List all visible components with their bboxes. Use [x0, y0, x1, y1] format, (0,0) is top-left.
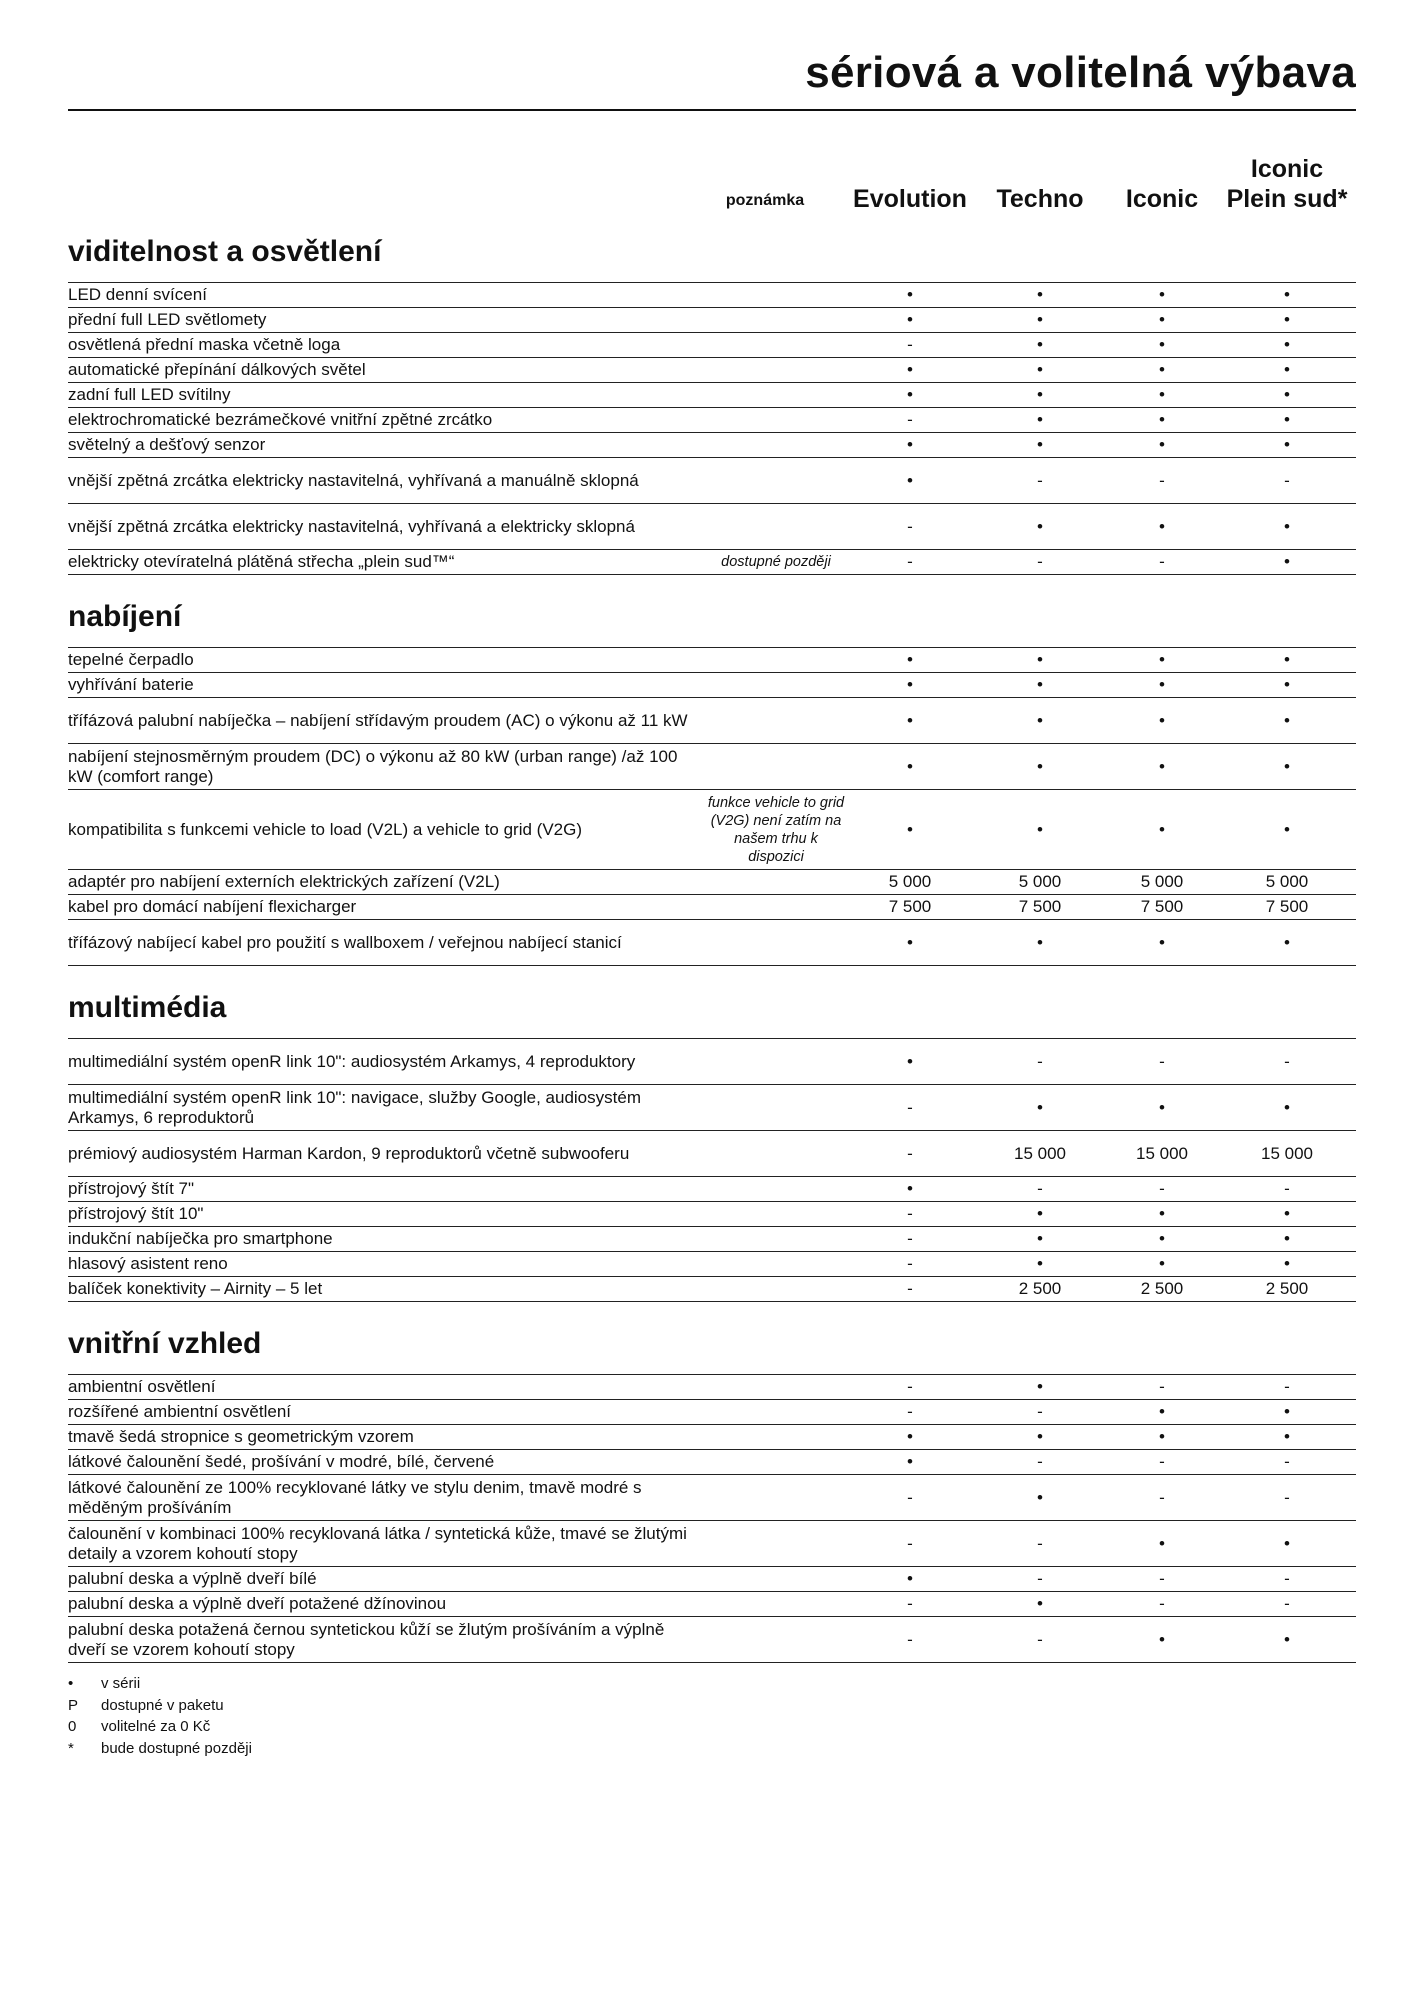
row-label: hlasový asistent reno	[68, 1254, 228, 1273]
value-iconic-plein-sud: •	[1284, 1533, 1290, 1553]
value-iconic-plein-sud: •	[1284, 1402, 1290, 1421]
row-label: automatické přepínání dálkových světel	[68, 360, 366, 379]
value-iconic: •	[1159, 819, 1165, 839]
legend-item	[68, 1716, 252, 1738]
value-techno: •	[1037, 516, 1043, 536]
value-evolution: -	[907, 1377, 913, 1396]
value-evolution: 7 500	[888, 897, 932, 916]
table-row	[68, 1400, 1356, 1425]
table-row	[68, 673, 1356, 698]
table-row	[68, 1475, 1356, 1521]
value-iconic: •	[1159, 756, 1165, 776]
table-row	[68, 920, 1356, 966]
value-iconic-plein-sud: -	[1284, 1179, 1290, 1198]
value-iconic-plein-sud: •	[1284, 819, 1290, 839]
value-techno: •	[1037, 360, 1043, 379]
value-iconic-plein-sud: •	[1284, 435, 1290, 454]
value-techno: -	[1037, 1533, 1043, 1553]
equipment-table	[68, 232, 1356, 1685]
value-evolution: -	[907, 552, 913, 571]
value-techno: -	[1037, 1179, 1043, 1198]
row-label: látkové čalounění ze 100% recyklované látky ve stylu denim, tmavě modré s měděným prošíváním	[68, 1477, 642, 1517]
row-label: vnější zpětná zrcátka elektricky nastavitelná, vyhřívaná a elektricky sklopná	[68, 516, 635, 536]
table-row	[68, 744, 1356, 790]
value-iconic: 15 000	[1136, 1143, 1188, 1163]
value-techno: •	[1037, 1427, 1043, 1446]
value-techno: •	[1037, 1097, 1043, 1117]
row-label: balíček konektivity – Airnity – 5 let	[68, 1279, 323, 1298]
table-row	[68, 308, 1356, 333]
row-label: kabel pro domácí nabíjení flexicharger	[68, 897, 357, 916]
value-iconic-plein-sud: •	[1284, 516, 1290, 536]
value-iconic: •	[1159, 675, 1165, 694]
value-techno: -	[1037, 1569, 1043, 1588]
section-rows	[68, 282, 1356, 575]
value-techno: -	[1037, 1452, 1043, 1471]
row-label: rozšířené ambientní osvětlení	[68, 1402, 292, 1421]
value-techno: •	[1037, 819, 1043, 839]
table-row	[68, 1450, 1356, 1475]
row-label: multimediální systém openR link 10": navigace, služby Google, audiosystém Arkamys, 6 reproduktorů	[68, 1087, 641, 1127]
section-title: nabíjení	[68, 600, 182, 633]
value-techno: •	[1037, 335, 1043, 354]
table-row	[68, 1227, 1356, 1252]
value-techno: •	[1037, 1204, 1043, 1223]
row-label: adaptér pro nabíjení externích elektrických zařízení (V2L)	[68, 872, 500, 891]
value-iconic: 5 000	[1140, 872, 1184, 891]
value-iconic-plein-sud: 15 000	[1261, 1143, 1313, 1163]
value-techno: -	[1037, 1051, 1043, 1071]
row-label: kompatibilita s funkcemi vehicle to load (V2L) a vehicle to grid (V2G)	[68, 819, 583, 839]
column-header-techno: Techno	[996, 185, 1084, 213]
value-evolution: •	[907, 710, 913, 730]
value-iconic: -	[1159, 1377, 1165, 1396]
table-row	[68, 1592, 1356, 1617]
value-iconic: •	[1159, 385, 1165, 404]
value-evolution: -	[907, 1629, 913, 1649]
column-header-iconic-plein-sud: Iconic Plein sud*	[1226, 155, 1348, 213]
row-label: třífázová palubní nabíječka – nabíjení střídavým proudem (AC) o výkonu až 11 kW	[68, 710, 688, 730]
value-evolution: -	[907, 1143, 913, 1163]
table-row	[68, 1039, 1356, 1085]
value-techno: •	[1037, 1229, 1043, 1248]
value-iconic-plein-sud: •	[1284, 552, 1290, 571]
page-title: sériová a volitelná výbava	[805, 48, 1356, 97]
row-label: vyhřívání baterie	[68, 675, 194, 694]
value-evolution: -	[907, 1594, 913, 1613]
row-label: světelný a dešťový senzor	[68, 435, 266, 454]
value-iconic: •	[1159, 335, 1165, 354]
value-iconic-plein-sud: •	[1284, 650, 1290, 669]
section	[68, 597, 1356, 966]
row-label: tmavě šedá stropnice s geometrickým vzorem	[68, 1427, 414, 1446]
row-label: palubní deska a výplně dveří potažené džínovinou	[68, 1594, 447, 1613]
value-techno: •	[1037, 1254, 1043, 1273]
value-iconic: •	[1159, 1629, 1165, 1649]
value-iconic: •	[1159, 1097, 1165, 1117]
row-label: přístrojový štít 7"	[68, 1179, 195, 1198]
table-row	[68, 1521, 1356, 1567]
table-row	[68, 433, 1356, 458]
value-iconic-plein-sud: •	[1284, 1254, 1290, 1273]
legend-item	[68, 1673, 252, 1695]
value-iconic-plein-sud: •	[1284, 285, 1290, 304]
value-techno: •	[1037, 1377, 1043, 1396]
legend-item	[68, 1695, 252, 1717]
value-iconic-plein-sud: •	[1284, 385, 1290, 404]
table-row	[68, 408, 1356, 433]
row-label: elektrochromatické bezrámečkové vnitřní zpětné zrcátko	[68, 410, 493, 429]
value-iconic: •	[1159, 710, 1165, 730]
value-iconic: •	[1159, 310, 1165, 329]
note-column-header: poznámka	[725, 192, 805, 209]
table-row	[68, 1375, 1356, 1400]
value-evolution: •	[907, 1051, 913, 1071]
value-iconic: -	[1159, 1487, 1165, 1507]
table-row	[68, 458, 1356, 504]
value-evolution: •	[907, 650, 913, 669]
value-iconic: •	[1159, 360, 1165, 379]
value-iconic: -	[1159, 1051, 1165, 1071]
row-label: prémiový audiosystém Harman Kardon, 9 reproduktorů včetně subwooferu	[68, 1143, 630, 1163]
row-label: indukční nabíječka pro smartphone	[68, 1229, 333, 1248]
value-iconic: -	[1159, 552, 1165, 571]
value-techno: -	[1037, 1629, 1043, 1649]
value-techno: 7 500	[1018, 897, 1062, 916]
column-header	[68, 150, 1356, 214]
table-row	[68, 1177, 1356, 1202]
legend-symbol: P	[68, 1696, 79, 1714]
value-iconic-plein-sud: -	[1284, 470, 1290, 490]
value-evolution: •	[907, 285, 913, 304]
value-iconic-plein-sud: •	[1284, 756, 1290, 776]
value-iconic: -	[1159, 470, 1165, 490]
legend-symbol: 0	[68, 1718, 77, 1735]
row-label: elektricky otevíratelná plátěná střecha „plein sud™“	[68, 552, 455, 571]
table-row	[68, 870, 1356, 895]
row-note: funkce vehicle to grid (V2G) není zatím na našem trhu k dispozici	[707, 794, 845, 865]
table-row	[68, 1252, 1356, 1277]
value-techno: 2 500	[1018, 1279, 1062, 1298]
table-row	[68, 698, 1356, 744]
value-iconic: •	[1159, 1427, 1165, 1446]
legend-symbol: •	[68, 1675, 74, 1692]
table-row	[68, 504, 1356, 550]
column-header-evolution: Evolution	[853, 185, 967, 213]
value-iconic-plein-sud: -	[1284, 1377, 1290, 1396]
value-iconic: •	[1159, 1204, 1165, 1223]
value-evolution: •	[907, 385, 913, 404]
table-row	[68, 283, 1356, 308]
section-title: vnitřní vzhled	[68, 1327, 262, 1360]
value-techno: •	[1037, 385, 1043, 404]
table-row	[68, 1085, 1356, 1131]
row-label: palubní deska a výplně dveří bílé	[68, 1569, 317, 1588]
value-iconic-plein-sud: 7 500	[1265, 897, 1309, 916]
table-row	[68, 358, 1356, 383]
section-rows	[68, 1374, 1356, 1663]
value-iconic-plein-sud: -	[1284, 1051, 1290, 1071]
table-row	[68, 1202, 1356, 1227]
legend-item	[68, 1738, 252, 1760]
value-iconic: •	[1159, 435, 1165, 454]
value-techno: •	[1037, 410, 1043, 429]
value-techno: •	[1037, 756, 1043, 776]
value-iconic: •	[1159, 650, 1165, 669]
row-label: třífázový nabíjecí kabel pro použití s wallboxem / veřejnou nabíjecí stanicí	[68, 932, 622, 952]
value-iconic-plein-sud: •	[1284, 1204, 1290, 1223]
value-iconic-plein-sud: •	[1284, 360, 1290, 379]
value-evolution: •	[907, 435, 913, 454]
value-iconic: 7 500	[1140, 897, 1184, 916]
value-evolution: -	[907, 1279, 913, 1298]
row-label: přístrojový štít 10"	[68, 1204, 204, 1223]
value-iconic-plein-sud: -	[1284, 1487, 1290, 1507]
value-iconic-plein-sud: •	[1284, 1097, 1290, 1117]
value-evolution: •	[907, 1569, 913, 1588]
value-evolution: •	[907, 470, 913, 490]
value-techno: •	[1037, 1487, 1043, 1507]
value-iconic-plein-sud: •	[1284, 675, 1290, 694]
value-iconic: 2 500	[1140, 1279, 1184, 1298]
row-label: LED denní svícení	[68, 285, 207, 304]
value-evolution: -	[907, 335, 913, 354]
value-techno: •	[1037, 675, 1043, 694]
table-row	[68, 895, 1356, 920]
section-rows	[68, 647, 1356, 966]
value-iconic-plein-sud: -	[1284, 1452, 1290, 1471]
value-evolution: •	[907, 310, 913, 329]
value-techno: •	[1037, 1594, 1043, 1613]
value-techno: 5 000	[1018, 872, 1062, 891]
value-evolution: •	[907, 360, 913, 379]
value-iconic-plein-sud: •	[1284, 1229, 1290, 1248]
value-evolution: •	[907, 1179, 913, 1198]
table-row	[68, 333, 1356, 358]
value-iconic-plein-sud: 2 500	[1265, 1279, 1309, 1298]
value-iconic: -	[1159, 1569, 1165, 1588]
value-techno: •	[1037, 932, 1043, 952]
row-label: osvětlená přední maska včetně loga	[68, 335, 341, 354]
value-iconic-plein-sud: •	[1284, 932, 1290, 952]
value-iconic-plein-sud: •	[1284, 410, 1290, 429]
section-title: multimédia	[68, 991, 227, 1024]
value-iconic: •	[1159, 285, 1165, 304]
legend-text: dostupné v paketu	[101, 1696, 224, 1714]
title-divider	[68, 109, 1356, 111]
value-iconic-plein-sud: •	[1284, 710, 1290, 730]
value-evolution: •	[907, 1427, 913, 1446]
value-techno: -	[1037, 470, 1043, 490]
value-iconic-plein-sud: •	[1284, 1427, 1290, 1446]
legend-symbol: *	[68, 1739, 74, 1757]
value-iconic: •	[1159, 932, 1165, 952]
table-row	[68, 383, 1356, 408]
table-row	[68, 1425, 1356, 1450]
section-title: viditelnost a osvětlení	[68, 235, 382, 268]
row-note: dostupné později	[721, 554, 831, 570]
row-label: ambientní osvětlení	[68, 1377, 216, 1396]
value-iconic-plein-sud: 5 000	[1265, 872, 1309, 891]
table-row	[68, 1277, 1356, 1302]
value-evolution: •	[907, 932, 913, 952]
section	[68, 232, 1356, 575]
row-label: přední full LED světlomety	[68, 310, 267, 329]
table-row	[68, 550, 1356, 575]
value-techno: •	[1037, 710, 1043, 730]
value-evolution: -	[907, 1487, 913, 1507]
row-label: čalounění v kombinaci 100% recyklovaná látka / syntetická kůže, tmavé se žlutými detaily a vzorem kohoutí stopy	[68, 1523, 687, 1563]
table-row	[68, 790, 1356, 870]
value-iconic: -	[1159, 1179, 1165, 1198]
legend	[68, 1673, 252, 1759]
value-techno: •	[1037, 435, 1043, 454]
table-row	[68, 1131, 1356, 1177]
value-techno: •	[1037, 310, 1043, 329]
value-evolution: •	[907, 1452, 913, 1471]
row-label: palubní deska potažená černou syntetickou kůží se žlutým prošíváním a výplně dveří se vzorem kohoutí stopy	[68, 1619, 665, 1659]
legend-text: volitelné za 0 Kč	[101, 1718, 211, 1735]
value-iconic-plein-sud: •	[1284, 335, 1290, 354]
value-evolution: -	[907, 1533, 913, 1553]
value-iconic-plein-sud: -	[1284, 1569, 1290, 1588]
value-evolution: -	[907, 516, 913, 536]
value-evolution: -	[907, 1229, 913, 1248]
table-row	[68, 1617, 1356, 1663]
value-evolution: •	[907, 756, 913, 776]
row-label: multimediální systém openR link 10": audiosystém Arkamys, 4 reproduktory	[68, 1051, 636, 1071]
value-iconic-plein-sud: •	[1284, 1629, 1290, 1649]
value-iconic: -	[1159, 1594, 1165, 1613]
value-evolution: -	[907, 1097, 913, 1117]
value-evolution: •	[907, 675, 913, 694]
column-header-iconic: Iconic	[1125, 185, 1199, 213]
value-iconic: -	[1159, 1452, 1165, 1471]
value-iconic: •	[1159, 1254, 1165, 1273]
section-rows	[68, 1038, 1356, 1302]
value-techno: •	[1037, 650, 1043, 669]
value-techno: -	[1037, 552, 1043, 571]
row-label: zadní full LED svítilny	[68, 385, 231, 404]
table-row	[68, 648, 1356, 673]
value-evolution: -	[907, 1254, 913, 1273]
value-techno: •	[1037, 285, 1043, 304]
value-evolution: -	[907, 1402, 913, 1421]
value-iconic-plein-sud: -	[1284, 1594, 1290, 1613]
row-label: tepelné čerpadlo	[68, 650, 194, 669]
section	[68, 988, 1356, 1302]
legend-text: v sérii	[101, 1675, 141, 1692]
value-techno: 15 000	[1014, 1143, 1066, 1163]
section	[68, 1324, 1356, 1663]
table-row	[68, 1567, 1356, 1592]
value-evolution: -	[907, 1204, 913, 1223]
legend-text: bude dostupné později	[101, 1739, 252, 1757]
value-iconic: •	[1159, 1533, 1165, 1553]
row-label: vnější zpětná zrcátka elektricky nastavitelná, vyhřívaná a manuálně sklopná	[68, 470, 639, 490]
value-techno: -	[1037, 1402, 1043, 1421]
value-iconic: •	[1159, 1229, 1165, 1248]
row-label: látkové čalounění šedé, prošívání v modré, bílé, červené	[68, 1452, 495, 1471]
value-evolution: •	[907, 819, 913, 839]
value-iconic: •	[1159, 410, 1165, 429]
row-label: nabíjení stejnosměrným proudem (DC) o výkonu až 80 kW (urban range) /až 100 kW (comfort range)	[68, 746, 678, 786]
value-iconic: •	[1159, 516, 1165, 536]
value-evolution: -	[907, 410, 913, 429]
value-iconic: •	[1159, 1402, 1165, 1421]
value-evolution: 5 000	[888, 872, 932, 891]
value-iconic-plein-sud: •	[1284, 310, 1290, 329]
